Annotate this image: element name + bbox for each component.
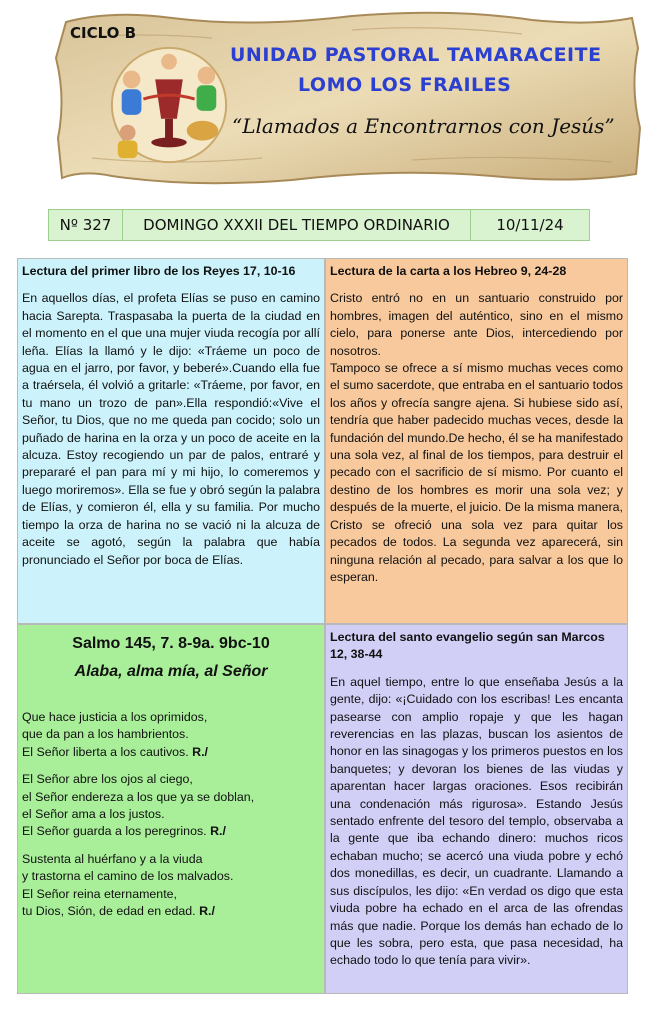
motto: “Llamados a Encontrarnos con Jesús” bbox=[232, 114, 615, 138]
gospel-text: En aquel tiempo, entre lo que enseñaba Jesús a la gente, dijo: «¡Cuidado con los escribas! Les encanta pasearse con amplio ropaje y que les hagan reverencias en las plazas, buscan los asientos de honor en las sinagogas y los primeros puestos en los banquetes; y devoran los bienes de las viudas y aparentan hacer largas oraciones. Esos recibirán una condenación más rigurosa». Estando Jesús sentado enfrente del tesoro del templo, observaba a la gente que iba echando dinero: muchos ricos echaban mucho; se acercó una viuda pobre y echó dos monedillas, es decir, un cuadrante. Llamando a sus discípulos, les dijo: «En verdad os digo que esta viuda pobre ha echado en el arca de las ofrendas más que nadie. Porque los demás han echado de lo que les sobra, pero esta, que pasa necesidad, ha echado todo lo que tenía para vivir». bbox=[330, 674, 623, 968]
first-reading-heading: Lectura del primer libro de los Reyes 17, 10-16 bbox=[22, 264, 296, 278]
first-reading-panel bbox=[17, 258, 325, 624]
psalm-line: Sustenta al huérfano y a la viuda bbox=[22, 851, 203, 866]
psalm-title: Salmo 145, 7. 8-9a. 9bc-10 bbox=[72, 635, 270, 652]
refrain-mark: R./ bbox=[192, 744, 208, 759]
second-reading-panel bbox=[325, 258, 628, 624]
parchment-banner bbox=[52, 8, 644, 188]
issue-date: 10/11/24 bbox=[496, 216, 564, 234]
psalm-line: y trastorna el camino de los malvados. bbox=[22, 869, 234, 884]
psalm-line: Que hace justicia a los oprimidos, bbox=[22, 710, 208, 724]
psalm-response: Alaba, alma mía, al Señor bbox=[74, 663, 268, 680]
liturgical-sunday: DOMINGO XXXII DEL TIEMPO ORDINARIO bbox=[123, 210, 471, 240]
psalm-line: que da pan a los hambrientos. bbox=[22, 727, 189, 742]
psalm-stanza bbox=[22, 709, 320, 761]
psalm-line: El Señor abre los ojos al ciego, bbox=[22, 772, 193, 787]
community-illustration-icon bbox=[104, 40, 234, 170]
psalm-line: tu Dios, Sión, de edad en edad. bbox=[22, 904, 196, 919]
second-reading-text: Cristo entró no en un santuario construido por hombres, imagen del auténtico, sino en el mismo cielo, para ponerse ante Dios, intercediendo por nosotros. Tampoco se ofrece a sí mismo muchas veces como el sumo sacerdote, que entraba en el santuario todos los años y ofrecía sangre ajena. Si hubiese sido así, tendría que haber padecido muchas veces, desde la fundación del mundo.De hecho, él se ha manifestado una sola vez, al final de los tiempos, para destruir el pecado con el sacrificio de sí mismo. Por cuanto el destino de los hombres es morir una sola vez; y después de la muerte, el juicio. De la misma manera, Cristo se ofreció una sola vez para quitar los pecados de todos. La segunda vez aparecerá, sin ninguna relación al pecado, para salvar a los que lo esperan. bbox=[330, 291, 623, 584]
psalm-stanza bbox=[22, 851, 320, 921]
first-reading-text: En aquellos días, el profeta Elías se puso en camino hacia Sarepta. Traspasaba la puerta de la ciudad en el momento en el que una mujer viuda recogía por allí leña. Elías la llamó y le dijo: «Tráeme un poco de agua en el jarro, por favor, y beberé».Cuando ella fue a traérsela, él volvió a gritarle: «Tráeme, por favor, en tu mano un trozo de pan».Ella respondió:«Vive el Señor, tu Dios, que no me queda pan cocido; solo un puñado de harina en la orza y un poco de aceite en la alcuza. Estoy recogiendo un par de palos, entraré y prepararé el pan para mí y mi hijo, lo comeremos y luego moriremos». Ella se fue y obró según la palabra de Elías, y comieron él, ella y su familia. Por mucho tiempo la orza de harina no se vació ni la alcuza de aceite se agotó, según la palabra que había pronunciado el Señor por boca de Elías. bbox=[22, 291, 320, 567]
issue-info-bar bbox=[48, 209, 590, 241]
psalm-line: El Señor liberta a los cautivos. bbox=[22, 744, 189, 759]
parish-title: UNIDAD PASTORAL TAMARACEITE bbox=[230, 44, 602, 66]
second-reading-heading: Lectura de la carta a los Hebreo 9, 24-28 bbox=[330, 264, 567, 278]
psalm-line: el Señor ama a los justos. bbox=[22, 807, 165, 822]
issue-number: Nº 327 bbox=[49, 210, 123, 240]
psalm-line: El Señor guarda a los peregrinos. bbox=[22, 824, 207, 839]
refrain-mark: R./ bbox=[210, 824, 226, 839]
refrain-mark: R./ bbox=[199, 904, 215, 919]
gospel-panel bbox=[325, 624, 628, 994]
gospel-heading: Lectura del santo evangelio según san Marcos 12, 38-44 bbox=[330, 630, 605, 662]
psalm-line: El Señor reina eternamente, bbox=[22, 886, 177, 901]
psalm-stanza bbox=[22, 771, 320, 841]
psalm-line: el Señor endereza a los que ya se doblan, bbox=[22, 789, 255, 804]
parish-subtitle: LOMO LOS FRAILES bbox=[298, 74, 512, 96]
psalm-panel bbox=[17, 624, 325, 994]
cycle-label: CICLO B bbox=[70, 24, 137, 42]
